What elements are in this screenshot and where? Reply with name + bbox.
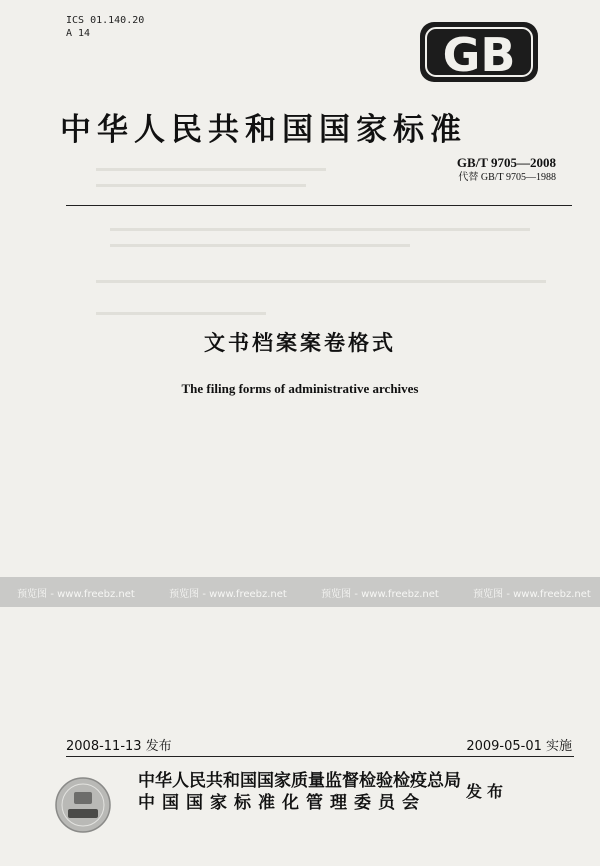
- document-title-english: The filing forms of administrative archives: [181, 381, 419, 396]
- anti-counterfeit-seal-icon: [54, 776, 112, 834]
- classification-codes: [66, 14, 144, 40]
- issuer-aqsiq: 中华人民共和国国家质量监督检验检疫总局: [138, 771, 461, 791]
- gb-logo: [418, 20, 540, 84]
- standard-number-block: [457, 155, 556, 184]
- document-title-chinese: 文书档案案卷格式: [204, 330, 396, 355]
- gb-logo-text: GB: [442, 28, 516, 82]
- watermark-text: 预览图 - www.freebz.net: [321, 588, 439, 600]
- issue-date: 2008-11-13 发布: [66, 739, 172, 754]
- show-through-line: [96, 168, 326, 171]
- issuer-sac: 中国国家标准化管理委员会: [138, 793, 426, 813]
- show-through-line: [96, 280, 546, 283]
- ics-code: ICS 01.140.20: [66, 15, 145, 26]
- watermark-text: 预览图 - www.freebz.net: [473, 588, 591, 600]
- header-divider: [66, 205, 572, 206]
- standard-code: GB/T 9705—2008: [456, 155, 556, 170]
- issuing-authorities: [138, 770, 461, 814]
- show-through-line: [96, 312, 266, 315]
- show-through-line: [110, 244, 410, 247]
- national-standard-heading: 中华人民共和国国家标准: [60, 112, 467, 148]
- show-through-line: [110, 228, 530, 231]
- replaces-code: 代替 GB/T 9705—1988: [458, 172, 556, 183]
- watermark-band: [0, 577, 600, 607]
- footer-divider: [66, 756, 574, 757]
- publish-label: 发布: [466, 782, 509, 801]
- class-code: A 14: [66, 28, 91, 39]
- watermark-text: 预览图 - www.freebz.net: [17, 588, 135, 600]
- watermark-text: 预览图 - www.freebz.net: [169, 588, 287, 600]
- implementation-date: 2009-05-01 实施: [466, 739, 572, 754]
- show-through-line: [96, 184, 306, 187]
